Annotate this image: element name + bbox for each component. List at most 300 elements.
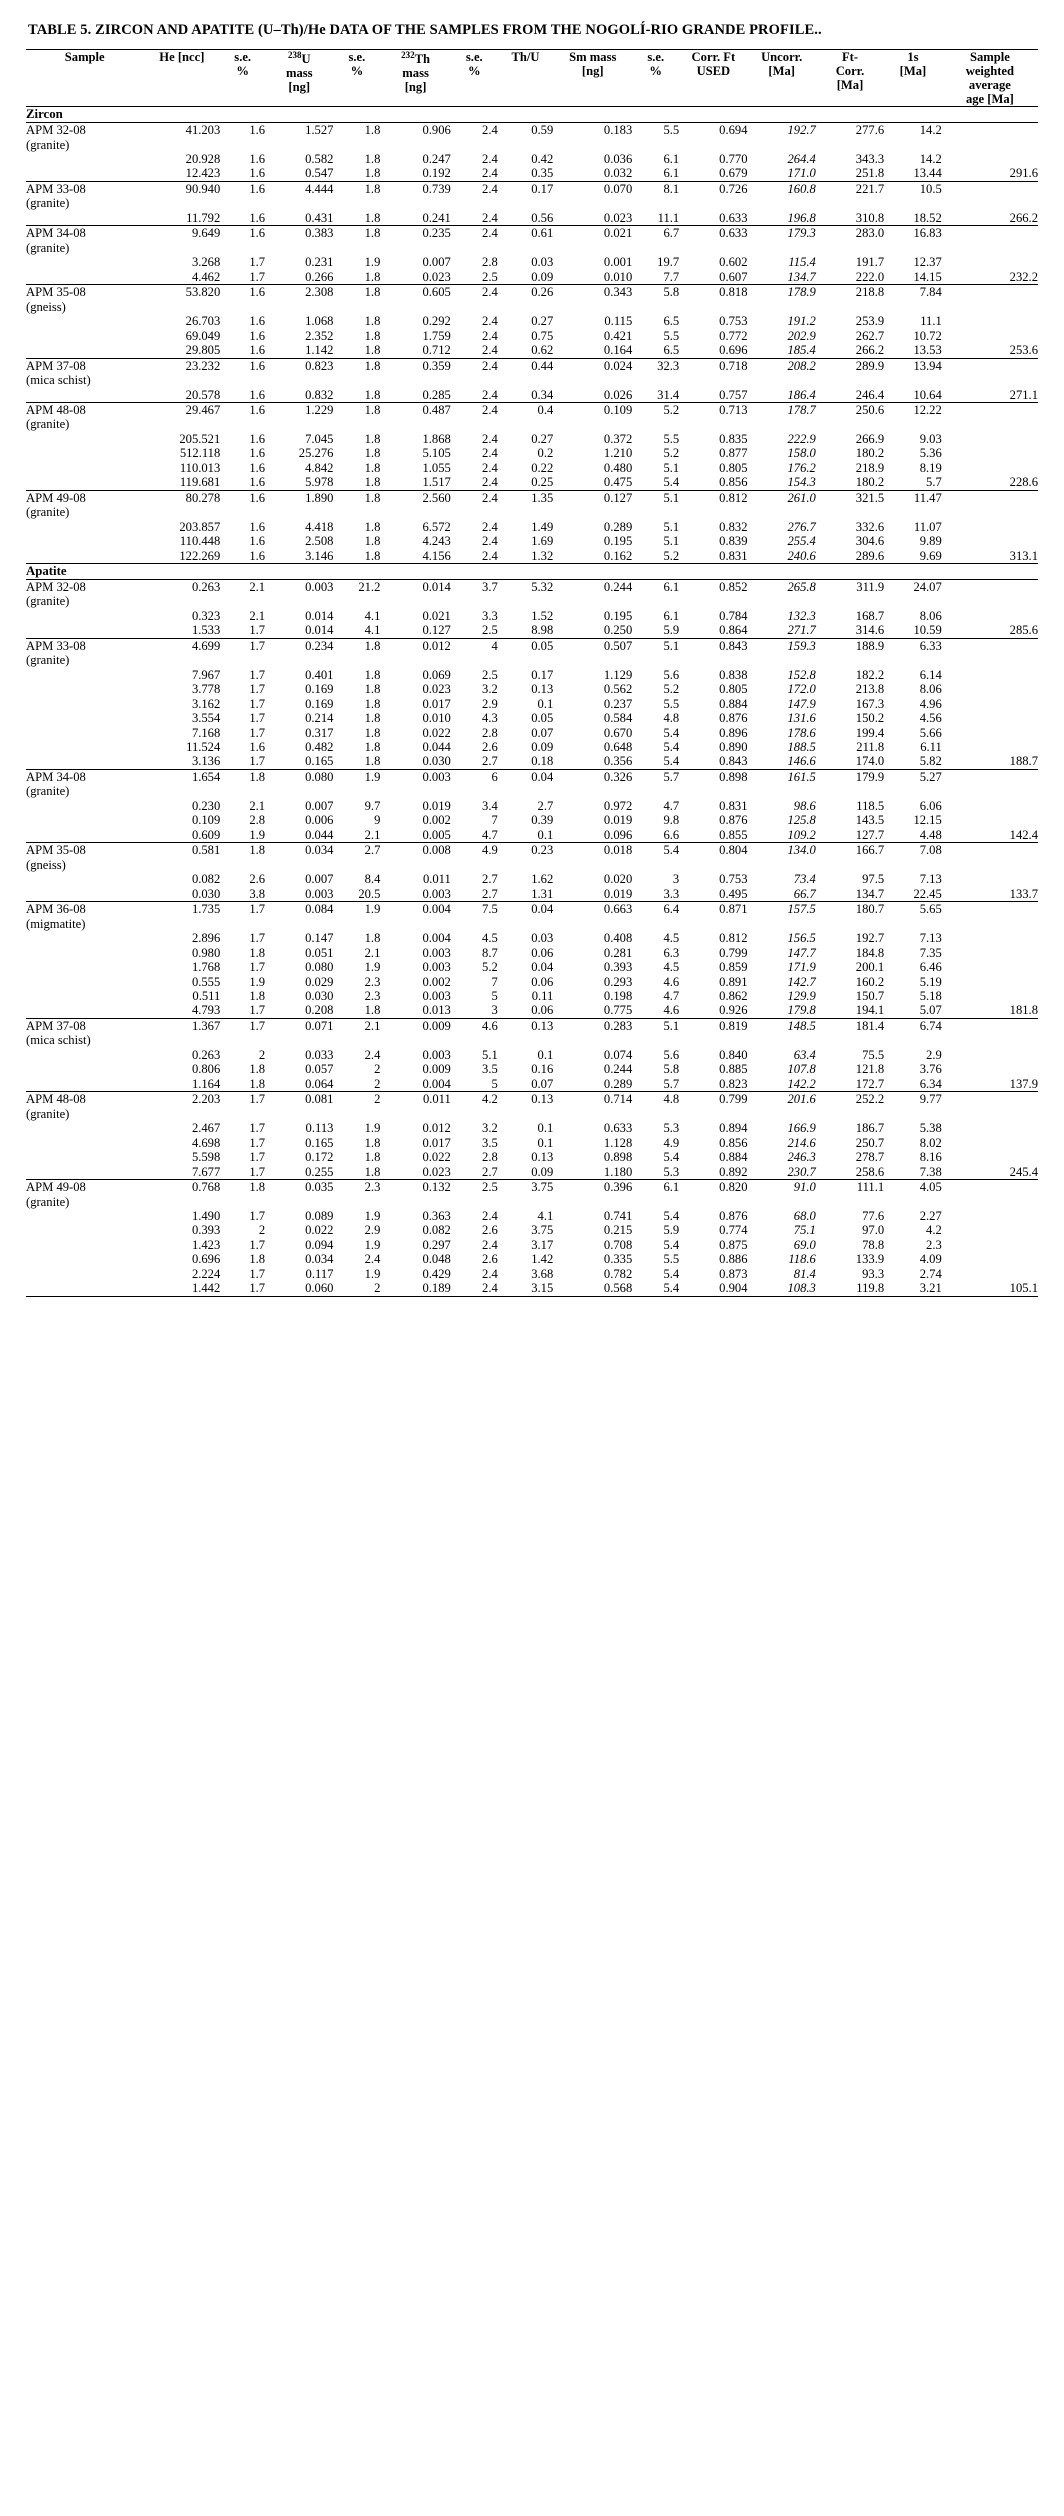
cell-ft: 0.876 — [719, 1209, 748, 1223]
cell-se1: 1.7 — [249, 1003, 266, 1018]
cell-sm: 0.562 — [603, 682, 633, 697]
sample-rock-type: (granite) — [26, 653, 70, 668]
cell-ft-corrected-age: 278.7 — [855, 1150, 885, 1165]
pct-label: % — [649, 64, 663, 79]
cell-thu: 0.56 — [531, 210, 554, 225]
cell-th232: 0.363 — [422, 1209, 451, 1223]
cell-sigma: 6.74 — [884, 1018, 942, 1047]
cell-he: 69.049 — [185, 328, 221, 343]
cell-uncorr-age: 222.9 — [787, 431, 816, 446]
cell-sample-weighted-average — [942, 960, 1038, 974]
cell-se3: 2.7 — [482, 872, 498, 887]
cell-he: 41.203 — [143, 123, 220, 152]
cell-sm: 0.289 — [603, 1076, 633, 1091]
cell-ft: 0.871 — [679, 902, 747, 931]
cell-thu: 0.1 — [537, 1121, 554, 1136]
sample-rock-type: (granite) — [26, 240, 70, 255]
cell-th232: 0.008 — [380, 843, 450, 872]
cell-uncorr-age: 191.2 — [787, 314, 816, 329]
cell-th232: 0.014 — [380, 579, 450, 608]
cell-u238: 0.214 — [305, 711, 334, 726]
table-row — [26, 1180, 1038, 1209]
cell-uncorr-age: 73.4 — [793, 872, 816, 887]
cell-thu: 0.06 — [531, 1003, 554, 1018]
cell-ft-corrected-age: 200.1 — [855, 960, 885, 975]
cell-se2: 1.8 — [364, 740, 381, 754]
cell-he: 0.393 — [191, 1223, 221, 1238]
cell-ft: 0.862 — [719, 988, 748, 1003]
cell-se3: 2.4 — [451, 358, 498, 387]
cell-sample-weighted-average — [942, 123, 1038, 152]
cell-sigma: 22.45 — [913, 886, 942, 901]
cell-uncorr-age: 178.9 — [748, 285, 816, 314]
col-header-se3 — [451, 50, 498, 107]
cell-ft-corrected-age: 168.7 — [855, 608, 885, 623]
cell-th232: 5.105 — [422, 446, 451, 461]
cell-se1: 1.6 — [249, 152, 266, 167]
u238-superscript: 238 — [287, 50, 302, 60]
cell-ft-corrected-age: 250.6 — [816, 402, 884, 431]
cell-u238: 2.508 — [305, 534, 334, 549]
cell-ft: 0.495 — [719, 886, 748, 901]
cell-se4: 5.4 — [663, 725, 680, 740]
cell-he: 29.805 — [185, 343, 221, 358]
cell-u238: 0.006 — [305, 813, 334, 828]
cell-uncorr-age: 179.8 — [787, 1003, 816, 1018]
cell-se4: 7.7 — [663, 269, 680, 284]
cell-se4: 4.5 — [663, 931, 680, 946]
cell-ft: 0.820 — [679, 1180, 747, 1209]
cell-se1: 1.7 — [249, 1281, 266, 1296]
cell-sample-weighted-average — [942, 1223, 1038, 1237]
sample-cell — [26, 843, 143, 872]
table-row — [26, 931, 1038, 945]
cell-se2: 1.8 — [364, 1164, 381, 1179]
cell-se4: 6.3 — [663, 945, 680, 960]
sample-id: APM 36-08 — [26, 902, 86, 917]
cell-se3: 3.7 — [451, 579, 498, 608]
cell-se1: 2.6 — [249, 872, 266, 887]
cell-sample-weighted-average: 291.6 — [1009, 166, 1038, 181]
cell-sample-weighted-average — [942, 1092, 1038, 1121]
cell-u238: 0.051 — [305, 945, 334, 960]
sample-cell — [26, 726, 143, 740]
cell-sigma: 13.44 — [913, 166, 942, 181]
cell-uncorr-age: 63.4 — [793, 1047, 816, 1062]
sample-id: APM 48-08 — [26, 1092, 86, 1107]
cell-sample-weighted-average — [942, 799, 1038, 813]
sample-id: APM 34-08 — [26, 769, 86, 784]
cell-he: 1.423 — [191, 1237, 221, 1252]
cell-se3: 2.7 — [482, 886, 498, 901]
cell-sample-weighted-average: 271.1 — [1009, 387, 1038, 402]
cell-sm: 0.281 — [603, 945, 633, 960]
cell-uncorr-age: 134.0 — [748, 843, 816, 872]
cell-he: 0.030 — [191, 886, 221, 901]
cell-sample-weighted-average — [942, 711, 1038, 725]
cell-uncorr-age: 171.9 — [787, 960, 816, 975]
cell-sigma: 5.27 — [884, 769, 942, 798]
cell-se2: 1.8 — [364, 725, 381, 740]
cell-uncorr-age: 75.1 — [793, 1223, 816, 1238]
cell-sample-weighted-average — [942, 902, 1038, 931]
cell-th232: 0.712 — [422, 343, 451, 358]
sample-cell — [26, 813, 143, 827]
cell-se2: 1.8 — [364, 1150, 381, 1165]
cell-thu: 0.22 — [531, 460, 554, 475]
cell-sm: 0.741 — [603, 1209, 633, 1223]
cell-uncorr-age: 214.6 — [787, 1135, 816, 1150]
cell-se4: 6.5 — [663, 314, 680, 329]
cell-se2: 1.9 — [364, 1121, 381, 1136]
cell-th232: 0.003 — [422, 960, 451, 975]
cell-sm: 0.183 — [553, 123, 632, 152]
u238-unit: [ng] — [288, 80, 311, 95]
cell-th232: 0.002 — [422, 974, 451, 989]
cell-se2: 1.8 — [333, 490, 380, 519]
sample-id: APM 32-08 — [26, 579, 86, 594]
cell-se3: 2.5 — [482, 269, 498, 284]
cell-he: 5.598 — [191, 1150, 221, 1165]
cell-ft: 0.718 — [679, 358, 747, 387]
cell-se4: 6.1 — [632, 1180, 679, 1209]
cell-ft-corrected-age: 77.6 — [862, 1209, 885, 1223]
table-row — [26, 902, 1038, 931]
sample-rock-type: (granite) — [26, 1106, 70, 1121]
cell-sigma: 7.84 — [884, 285, 942, 314]
cell-thu: 0.17 — [498, 181, 554, 210]
cell-se1: 1.6 — [249, 387, 266, 402]
cell-se2: 1.8 — [364, 387, 381, 402]
cell-th232: 0.605 — [380, 285, 450, 314]
cell-th232: 0.030 — [422, 754, 451, 769]
uncorr-line2: [Ma] — [768, 64, 795, 79]
cell-u238: 0.255 — [305, 1164, 334, 1179]
cell-he: 2.203 — [143, 1092, 220, 1121]
cell-u238: 0.165 — [305, 754, 334, 769]
cell-se4: 5.4 — [663, 1209, 680, 1223]
cell-uncorr-age: 255.4 — [787, 534, 816, 549]
sample-id: APM 35-08 — [26, 285, 86, 300]
cell-ft: 0.926 — [719, 1003, 748, 1018]
cell-th232: 0.285 — [422, 387, 451, 402]
cell-he: 0.806 — [191, 1062, 221, 1077]
cell-u238: 3.146 — [305, 548, 334, 563]
cell-sm: 0.475 — [603, 475, 633, 490]
cell-ft: 0.804 — [679, 843, 747, 872]
cell-th232: 0.235 — [380, 226, 450, 255]
cell-u238: 0.482 — [305, 740, 334, 754]
cell-se1: 1.6 — [220, 226, 265, 255]
cell-thu: 0.1 — [537, 1135, 554, 1150]
cell-sample-weighted-average: 245.4 — [1009, 1164, 1038, 1179]
table-row — [26, 343, 1038, 358]
cell-se1: 1.6 — [249, 166, 266, 181]
cell-ft: 0.753 — [719, 872, 748, 887]
cell-he: 2.467 — [191, 1121, 221, 1136]
cell-se1: 1.6 — [220, 490, 265, 519]
cell-uncorr-age: 185.4 — [787, 343, 816, 358]
cell-sigma: 6.34 — [919, 1076, 942, 1091]
cell-ft-corrected-age: 343.3 — [855, 152, 885, 167]
cell-u238: 25.276 — [298, 446, 334, 461]
cell-thu: 0.16 — [531, 1062, 554, 1077]
cell-sample-weighted-average — [942, 226, 1038, 255]
cell-he: 53.820 — [143, 285, 220, 314]
sample-id: APM 48-08 — [26, 402, 86, 417]
cell-uncorr-age: 107.8 — [787, 1062, 816, 1077]
table-row — [26, 1003, 1038, 1018]
sample-cell — [26, 1238, 143, 1252]
cell-sample-weighted-average — [942, 740, 1038, 754]
cell-ft-corrected-age: 218.8 — [816, 285, 884, 314]
th232-mass: mass — [402, 66, 429, 81]
cell-u238: 0.172 — [305, 1150, 334, 1165]
cell-se2: 2.3 — [364, 988, 381, 1003]
cell-sm: 0.032 — [603, 166, 633, 181]
cell-he: 29.467 — [143, 402, 220, 431]
cell-se4: 4.7 — [663, 988, 680, 1003]
ft-line1: Corr. Ft — [691, 50, 736, 64]
cell-se3: 5 — [491, 1076, 498, 1091]
table-row — [26, 1136, 1038, 1150]
cell-uncorr-age: 154.3 — [787, 475, 816, 490]
cell-se1: 1.8 — [249, 945, 266, 960]
cell-se1: 1.6 — [249, 328, 266, 343]
cell-se1: 2.1 — [249, 608, 266, 623]
cell-se3: 4.6 — [451, 1018, 498, 1047]
cell-th232: 0.017 — [422, 696, 451, 711]
pct-label: % — [350, 64, 364, 79]
cell-sm: 0.164 — [603, 343, 633, 358]
cell-thu: 0.04 — [498, 902, 554, 931]
cell-thu: 1.42 — [531, 1252, 554, 1267]
cell-ft: 0.855 — [719, 827, 748, 842]
cell-se1: 1.7 — [249, 1164, 266, 1179]
cell-th232: 1.517 — [422, 475, 451, 490]
cell-ft-corrected-age: 179.9 — [816, 769, 884, 798]
cell-th232: 6.572 — [422, 519, 451, 534]
table-header — [26, 50, 1038, 107]
cell-se3: 4.2 — [451, 1092, 498, 1121]
cell-se2: 21.2 — [333, 579, 380, 608]
cell-he: 4.698 — [191, 1135, 221, 1150]
cell-th232: 0.292 — [422, 314, 451, 329]
cell-sigma: 4.48 — [919, 827, 942, 842]
cell-th232: 0.003 — [422, 1047, 451, 1062]
cell-se3: 2.7 — [482, 1164, 498, 1179]
cell-th232: 0.247 — [422, 152, 451, 167]
cell-th232: 0.010 — [422, 711, 451, 726]
cell-ft: 0.884 — [719, 696, 748, 711]
cell-u238: 0.080 — [305, 960, 334, 975]
cell-uncorr-age: 156.5 — [787, 931, 816, 946]
cell-thu: 0.09 — [531, 740, 554, 754]
cell-he: 1.164 — [191, 1076, 221, 1091]
cell-se1: 1.6 — [249, 460, 266, 475]
cell-u238: 0.582 — [305, 152, 334, 167]
cell-ft-corrected-age: 199.4 — [855, 725, 885, 740]
cell-sigma: 8.16 — [919, 1150, 942, 1165]
cell-sample-weighted-average: 285.6 — [1009, 623, 1038, 638]
table-row — [26, 285, 1038, 314]
cell-se4: 31.4 — [657, 387, 680, 402]
cell-thu: 0.25 — [531, 475, 554, 490]
cell-thu: 0.13 — [498, 1018, 554, 1047]
cell-sigma: 10.64 — [913, 387, 942, 402]
table-row — [26, 946, 1038, 960]
cell-uncorr-age: 230.7 — [787, 1164, 816, 1179]
table-row — [26, 1252, 1038, 1266]
table-row — [26, 475, 1038, 490]
cell-se2: 1.8 — [364, 152, 381, 167]
cell-he: 119.681 — [179, 475, 221, 490]
cell-se3: 4 — [451, 638, 498, 667]
cell-sample-weighted-average — [942, 402, 1038, 431]
cell-thu: 0.09 — [531, 1164, 554, 1179]
sample-cell — [26, 769, 143, 798]
cell-se4: 6.1 — [663, 152, 680, 167]
se-label: s.e. — [348, 50, 366, 64]
cell-sigma: 8.19 — [919, 460, 942, 475]
cell-sm: 0.096 — [603, 827, 633, 842]
cell-u238: 0.022 — [305, 1223, 334, 1238]
cell-he: 11.792 — [186, 210, 221, 225]
cell-se4: 5.4 — [663, 1237, 680, 1252]
col-header-ft — [679, 50, 747, 107]
table-row — [26, 329, 1038, 343]
cell-ft: 0.799 — [679, 1092, 747, 1121]
cell-se1: 1.7 — [249, 1121, 266, 1136]
cell-sm: 0.584 — [603, 711, 633, 726]
cell-se3: 2.4 — [482, 210, 498, 225]
sample-rock-type: (mica schist) — [26, 1033, 91, 1048]
cell-se2: 8.4 — [364, 872, 381, 887]
cell-sm: 0.393 — [603, 960, 633, 975]
cell-ft: 0.812 — [679, 490, 747, 519]
cell-he: 0.555 — [191, 974, 221, 989]
sample-cell — [26, 520, 143, 534]
cell-th232: 0.132 — [380, 1180, 450, 1209]
table-row — [26, 1150, 1038, 1164]
table-row — [26, 960, 1038, 974]
cell-thu: 1.35 — [498, 490, 554, 519]
cell-u238: 0.117 — [305, 1266, 334, 1281]
cell-sigma: 11.07 — [913, 519, 942, 534]
cell-ft: 0.812 — [719, 931, 748, 946]
cell-se2: 2.1 — [364, 945, 381, 960]
cell-se4: 6.6 — [663, 827, 680, 842]
cell-se3: 2.4 — [482, 519, 498, 534]
cell-sigma: 10.5 — [884, 181, 942, 210]
cell-thu: 0.34 — [531, 387, 554, 402]
cell-thu: 0.26 — [498, 285, 554, 314]
cell-sigma: 6.11 — [920, 740, 942, 754]
col-header-he: He [ncc] — [143, 50, 220, 107]
cell-se4: 5.5 — [663, 1252, 680, 1267]
cell-se1: 1.6 — [249, 343, 266, 358]
cell-se3: 2.4 — [482, 548, 498, 563]
cell-u238: 0.081 — [265, 1092, 333, 1121]
cell-se4: 5.8 — [632, 285, 679, 314]
cell-th232: 0.004 — [422, 931, 451, 946]
cell-sigma: 9.69 — [919, 548, 942, 563]
table-row — [26, 1267, 1038, 1281]
cell-he: 0.230 — [191, 798, 221, 813]
table-row — [26, 1209, 1038, 1223]
cell-ft-corrected-age: 213.8 — [855, 682, 885, 697]
cell-ft: 0.859 — [719, 960, 748, 975]
cell-se1: 1.6 — [220, 285, 265, 314]
cell-ft-corrected-age: 266.9 — [855, 431, 885, 446]
cell-ft: 0.864 — [719, 623, 748, 638]
cell-ft-corrected-age: 310.8 — [855, 210, 885, 225]
cell-se3: 2.8 — [482, 1150, 498, 1165]
table-row — [26, 549, 1038, 564]
cell-ft-corrected-age: 150.2 — [855, 711, 885, 726]
cell-uncorr-age: 68.0 — [793, 1209, 816, 1223]
table-row — [26, 754, 1038, 769]
cell-uncorr-age: 246.3 — [787, 1150, 816, 1165]
cell-sample-weighted-average — [942, 872, 1038, 886]
sample-cell — [26, 638, 143, 667]
cell-uncorr-age: 172.0 — [787, 682, 816, 697]
cell-ft: 0.831 — [719, 798, 748, 813]
cell-he: 110.013 — [179, 460, 221, 475]
table-row — [26, 682, 1038, 696]
cell-th232: 0.739 — [380, 181, 450, 210]
cell-se1: 1.7 — [249, 1209, 266, 1223]
table-row — [26, 255, 1038, 269]
cell-ft: 0.726 — [679, 181, 747, 210]
cell-sigma: 6.14 — [919, 667, 942, 682]
cell-ft: 0.876 — [719, 813, 748, 828]
cell-u238: 0.007 — [305, 798, 334, 813]
cell-se3: 7 — [491, 813, 498, 828]
cell-ft: 0.838 — [719, 667, 748, 682]
cell-ft-corrected-age: 97.5 — [862, 872, 885, 887]
cell-ft: 0.890 — [719, 740, 748, 754]
cell-sigma: 18.52 — [913, 210, 942, 225]
cell-ft-corrected-age: 250.7 — [855, 1135, 885, 1150]
cell-th232: 0.011 — [380, 1092, 450, 1121]
cell-thu: 0.06 — [531, 974, 554, 989]
cell-se1: 2 — [258, 1223, 266, 1238]
cell-ft-corrected-age: 143.5 — [855, 813, 885, 828]
cell-ft: 0.856 — [719, 1135, 748, 1150]
cell-uncorr-age: 179.3 — [748, 226, 816, 255]
se-label: s.e. — [465, 50, 483, 64]
cell-sm: 0.507 — [553, 638, 632, 667]
cell-se3: 2.6 — [482, 1223, 498, 1238]
table-row — [26, 813, 1038, 827]
cell-se3: 2.4 — [451, 402, 498, 431]
col-header-sm — [553, 50, 632, 107]
cell-sigma: 6.33 — [884, 638, 942, 667]
section-title: Apatite — [26, 564, 1038, 580]
cell-ft: 0.607 — [719, 269, 748, 284]
cell-ft: 0.891 — [719, 974, 748, 989]
cell-u238: 1.068 — [305, 314, 334, 329]
cell-sigma: 5.18 — [919, 988, 942, 1003]
cell-he: 9.649 — [143, 226, 220, 255]
cell-thu: 4.1 — [537, 1209, 554, 1223]
cell-se3: 3.4 — [482, 798, 498, 813]
cell-sigma: 8.06 — [919, 682, 942, 697]
cell-he: 512.118 — [179, 446, 221, 461]
cell-thu: 0.11 — [531, 988, 554, 1003]
cell-sigma: 5.07 — [919, 1003, 942, 1018]
